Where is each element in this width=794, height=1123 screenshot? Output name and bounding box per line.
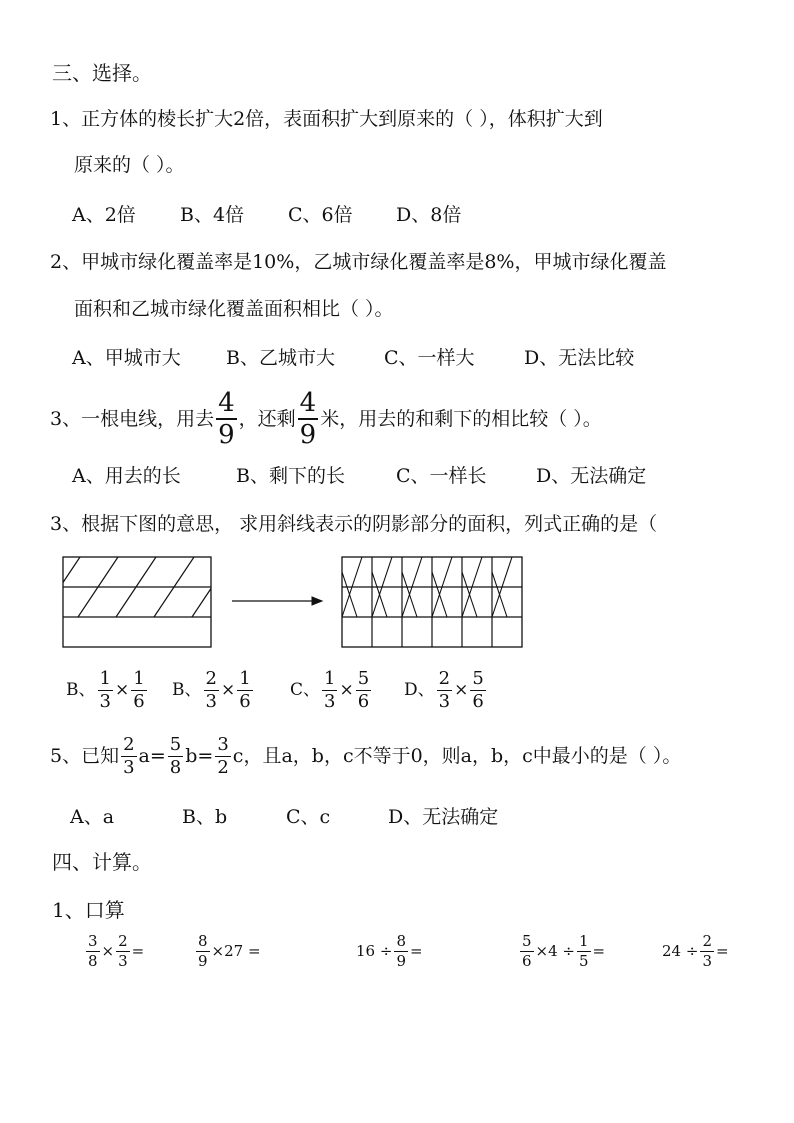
- q4-opt4-a-num: 2: [438, 668, 451, 689]
- q5-f1-num: 2: [123, 734, 135, 755]
- q1-line2: 原来的（ ）。: [74, 154, 185, 176]
- q4-opt1-frac-b: [131, 670, 146, 711]
- q4-opt2-b-num: 1: [239, 668, 251, 689]
- e5-eq: =: [715, 942, 729, 960]
- q5-eq1: =: [149, 745, 166, 767]
- q2-option-b: B、乙城市大: [226, 347, 335, 369]
- q4-opt3-label: C、: [290, 680, 321, 700]
- q2-option-d: D、无法比较: [524, 347, 635, 369]
- q4-opt1-b-den: 6: [133, 691, 145, 712]
- q4-opt4-times: ×: [454, 680, 469, 700]
- q3-prefix: 3、一根电线，用去: [50, 407, 215, 430]
- q4-opt3-times: ×: [339, 680, 354, 700]
- q4-option-4: [404, 670, 488, 711]
- q5-var-a: a: [138, 745, 150, 767]
- q4-opt4-label: D、: [404, 680, 435, 700]
- q4-opt2-a-num: 2: [205, 668, 217, 689]
- q4-opt3-a-num: 1: [324, 668, 336, 689]
- q5-f1-den: 3: [123, 757, 135, 778]
- q4-opt2-label: B、: [172, 680, 202, 700]
- q3-option-d: D、无法确定: [536, 465, 647, 487]
- section-heading-choice: 三、选择。: [52, 61, 152, 85]
- subheading-mental-math: 1、口算: [52, 898, 125, 922]
- e5-lead: 24 ÷: [662, 942, 699, 960]
- q5-var-b: b: [185, 745, 198, 767]
- q1-option-d: D、8倍: [396, 204, 462, 226]
- q4-opt4-a-den: 3: [438, 691, 451, 712]
- q4-opt2-b-den: 6: [239, 691, 251, 712]
- q5-prefix: 5、已知: [50, 745, 120, 767]
- e5-frac-a: [700, 934, 714, 969]
- q4-opt1-a-den: 3: [99, 691, 111, 712]
- q4-option-1: [66, 670, 149, 711]
- section-heading-calc: 四、计算。: [52, 850, 152, 874]
- e1-a-den: 8: [88, 952, 98, 970]
- q5-suffix: ，且a，b，c不等于0，则a，b，c中最小的是（ ）。: [243, 745, 682, 767]
- q4-opt1-label: B、: [66, 680, 96, 700]
- q2-line1: 2、甲城市绿化覆盖率是10%，乙城市绿化覆盖率是8%，甲城市绿化覆盖: [50, 251, 667, 273]
- q4-option-3: [290, 670, 373, 711]
- q5-option-c: C、c: [286, 806, 331, 828]
- q1-option-a: A、2倍: [72, 204, 136, 226]
- q1-option-c: C、6倍: [288, 204, 353, 226]
- q4-opt2-a-den: 3: [205, 691, 217, 712]
- e4-mid: ×4 ÷: [535, 942, 575, 960]
- q1-option-b: B、4倍: [180, 204, 245, 226]
- q5-f2-num: 5: [169, 734, 182, 755]
- e3-lead: 16 ÷: [356, 942, 393, 960]
- q5-option-b: B、b: [182, 806, 228, 828]
- calc-expr-3: [356, 934, 423, 969]
- calc-expr-4: [518, 934, 605, 969]
- e4-a-num: 5: [522, 932, 532, 950]
- q3-line: [50, 390, 602, 448]
- q4-opt4-b-num: 5: [472, 668, 484, 689]
- q5-frac1: [121, 736, 136, 777]
- q4-opt2-times: ×: [220, 680, 236, 700]
- e4-frac-a: [520, 934, 534, 969]
- q3-option-c: C、一样长: [396, 465, 487, 487]
- q4-opt3-a-den: 3: [324, 691, 336, 712]
- q3-suffix: 米，用去的和剩下的相比较（ ）。: [320, 407, 602, 430]
- shaded-area-figure: [60, 554, 540, 650]
- q5-f2-den: 8: [169, 757, 182, 778]
- e5-a-num: 2: [702, 932, 712, 950]
- q4-opt3-frac-b: [356, 670, 371, 711]
- q3-frac2-den: 9: [299, 420, 317, 450]
- q3-frac2-num: 4: [299, 388, 317, 418]
- q4-opt4-frac-b: [470, 670, 485, 711]
- q4-opt4-b-den: 6: [472, 691, 484, 712]
- q5-option-d: D、无法确定: [388, 806, 499, 828]
- q4-opt4-frac-a: [437, 670, 452, 711]
- q4-opt3-b-num: 5: [357, 668, 370, 689]
- e1-a-num: 3: [88, 932, 98, 950]
- q4-opt1-times: ×: [114, 680, 130, 700]
- q5-f3-num: 3: [217, 734, 229, 755]
- q4-text: 3、根据下图的意思， 求用斜线表示的阴影部分的面积，列式正确的是（: [50, 513, 658, 535]
- e1-frac-a: [86, 934, 100, 969]
- e2-rest: ×27 =: [211, 942, 261, 960]
- q5-var-c: c: [232, 745, 244, 767]
- e4-b-den: 5: [579, 952, 589, 970]
- q2-line2: 面积和乙城市绿化覆盖面积相比（ ）。: [74, 298, 394, 320]
- calc-expr-1: [84, 934, 144, 969]
- q5-frac3: [215, 736, 230, 777]
- e4-eq: =: [592, 942, 606, 960]
- e3-a-den: 9: [396, 952, 406, 970]
- e3-a-num: 8: [396, 932, 406, 950]
- e4-a-den: 6: [522, 952, 532, 970]
- e1-b-den: 3: [118, 952, 128, 970]
- q3-fraction-left: [298, 390, 319, 448]
- e5-a-den: 3: [702, 952, 712, 970]
- q5-f3-den: 2: [217, 757, 229, 778]
- e2-frac-a: [196, 934, 210, 969]
- q4-opt3-frac-a: [322, 670, 337, 711]
- q5-frac2: [168, 736, 183, 777]
- q4-opt2-frac-b: [237, 670, 252, 711]
- q5-option-a: A、a: [70, 806, 115, 828]
- q4-opt1-frac-a: [98, 670, 113, 711]
- q4-option-2: [172, 670, 255, 711]
- e1-b-num: 2: [118, 932, 128, 950]
- q1-line1: 1、正方体的棱长扩大2倍，表面积扩大到原来的（ ），体积扩大到: [50, 108, 603, 130]
- e4-frac-b: [577, 934, 591, 969]
- e2-a-den: 9: [198, 952, 208, 970]
- q3-option-b: B、剩下的长: [236, 465, 345, 487]
- e1-op: ×: [101, 942, 115, 960]
- q4-opt3-b-den: 6: [357, 691, 370, 712]
- e2-a-num: 8: [198, 932, 208, 950]
- e1-frac-b: [116, 934, 130, 969]
- q2-option-c: C、一样大: [384, 347, 475, 369]
- e3-frac-a: [394, 934, 408, 969]
- q3-mid: ，还剩: [238, 407, 296, 430]
- calc-expr-2: [194, 934, 261, 969]
- q3-option-a: A、用去的长: [72, 465, 181, 487]
- q3-fraction-used: [216, 390, 237, 448]
- e4-b-num: 1: [579, 932, 589, 950]
- q3-frac1-num: 4: [218, 388, 235, 418]
- q2-option-a: A、甲城市大: [72, 347, 181, 369]
- q4-opt2-frac-a: [204, 670, 219, 711]
- q5-line: [50, 736, 681, 777]
- calc-expr-5: [662, 934, 729, 969]
- q5-eq2: =: [197, 745, 214, 767]
- e3-eq: =: [409, 942, 423, 960]
- e1-eq: =: [131, 942, 145, 960]
- q4-opt1-a-num: 1: [99, 668, 111, 689]
- q3-frac1-den: 9: [218, 420, 235, 450]
- q4-opt1-b-num: 1: [133, 668, 145, 689]
